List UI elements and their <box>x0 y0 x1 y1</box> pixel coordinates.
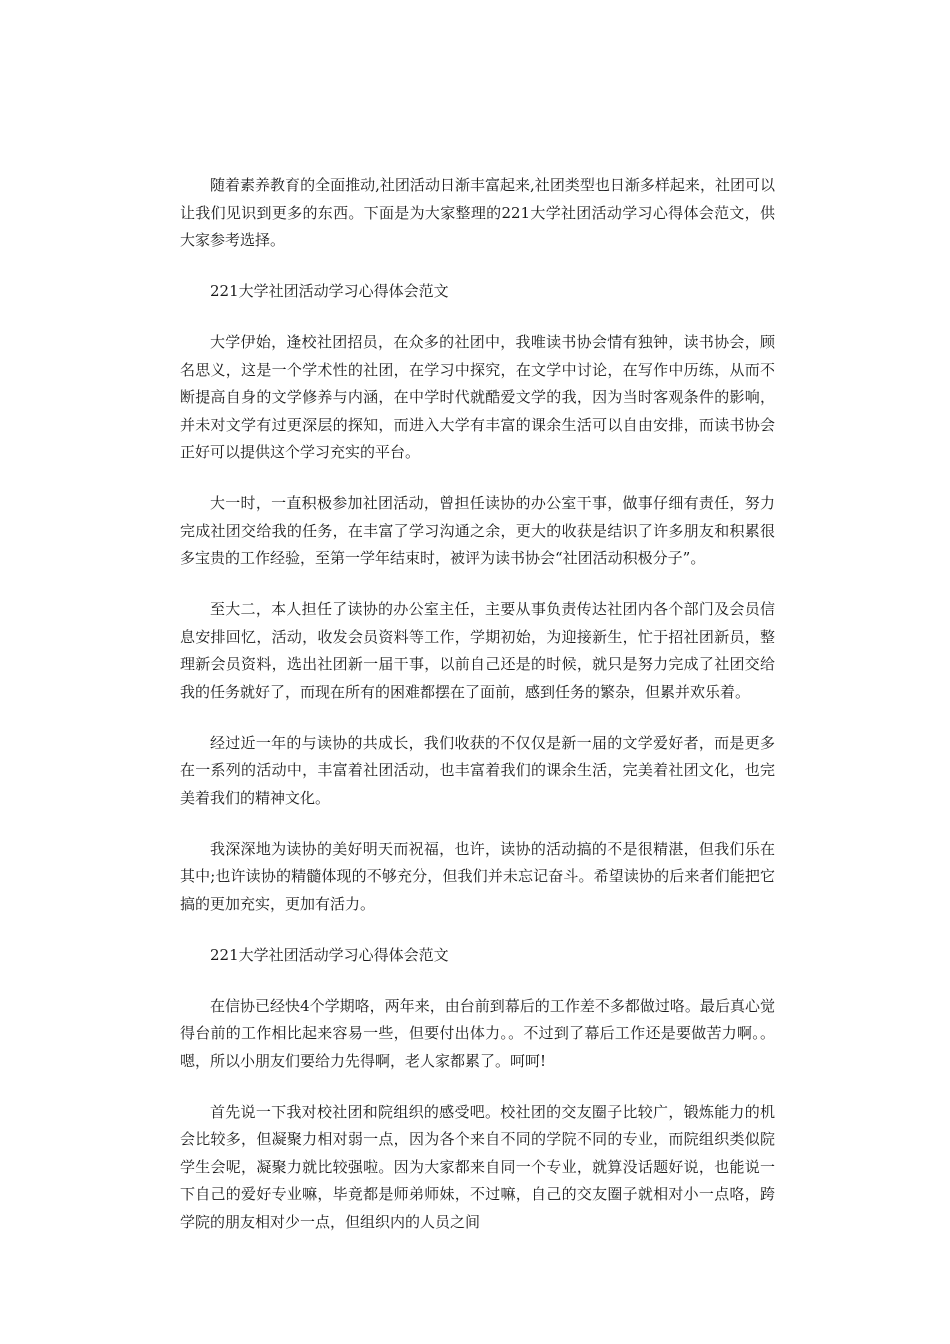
body-paragraph: 经过近一年的与读协的共成长，我们收获的不仅仅是新一届的文学爱好者，而是更多在一系列的活动中，丰富着社团活动，也丰富着我们的课余生活，完美着社团文化，也完美着我们的精神文化。 <box>180 733 775 807</box>
body-paragraph: 大学伊始，逢校社团招员，在众多的社团中，我唯读书协会情有独钟，读书协会，顾名思义，这是一个学术性的社团，在学习中探究，在文学中讨论，在写作中历练，从而不断提高自身的文学修养与内涵，在中学时代就酷爱文学的我，因为当时客观条件的影响，并未对文学有过更深层的探知，而进入大学有丰富的课余生活可以自由安排，而读书协会正好可以提供这个学习充实的平台。 <box>180 333 775 461</box>
body-paragraph: 至大二，本人担任了读协的办公室主任，主要从事负责传达社团内各个部门及会员信息安排回忆，活动，收发会员资料等工作，学期初始，为迎接新生，忙于招社团新员，整理新会员资料，选出社团新一届干事，以前自己还是的时候，就只是努力完成了社团交给我的任务就好了，而现在所有的困难都摆在了面前，感到任务的繁杂，但累并欢乐着。 <box>180 600 775 701</box>
body-paragraph: 首先说一下我对校社团和院组织的感受吧。校社团的交友圈子比较广，锻炼能力的机会比较多，但凝聚力相对弱一点，因为各个来自不同的学院不同的专业，而院组织类似院学生会呢，凝聚力就比较强啦。因为大家都来自同一个专业，就算没话题好说，也能说一下自己的爱好专业嘛，毕竟都是师弟师妹，不过嘛，自己的交友圈子就相对小一点咯，跨学院的朋友相对少一点，但组织内的人员之间 <box>180 1102 775 1231</box>
section-heading-2: 221大学社团活动学习心得体会范文 <box>210 945 449 964</box>
body-paragraph: 在信协已经快4个学期咯，两年来，由台前到幕后的工作差不多都做过咯。最后真心觉得台前的工作相比起来容易一些，但要付出体力。。不过到了幕后工作还是要做苦力啊。。嗯，所以小朋友们要给力先得啊，老人家都累了。呵呵! <box>180 996 775 1070</box>
body-paragraph: 大一时，一直积极参加社团活动，曾担任读协的办公室干事，做事仔细有责任，努力完成社团交给我的任务，在丰富了学习沟通之余，更大的收获是结识了许多朋友和积累很多宝贵的工作经验，至第一学年结束时，被评为读书协会“社团活动积极分子”。 <box>180 494 775 567</box>
section-heading-1: 221大学社团活动学习心得体会范文 <box>210 282 449 300</box>
body-paragraph: 我深深地为读协的美好明天而祝福，也许，读协的活动搞的不是很精湛，但我们乐在其中;也许读协的精髓体现的不够充分，但我们并未忘记奋斗。希望读协的后来者们能把它搞的更加充实，更加有活力。 <box>180 839 775 913</box>
document-page <box>180 172 775 1260</box>
intro-paragraph: 随着素养教育的全面推动,社团活动日渐丰富起来,社团类型也日渐多样起来，社团可以让我们见识到更多的东西。下面是为大家整理的221大学社团活动学习心得体会范文，供大家参考选择。 <box>180 176 775 249</box>
